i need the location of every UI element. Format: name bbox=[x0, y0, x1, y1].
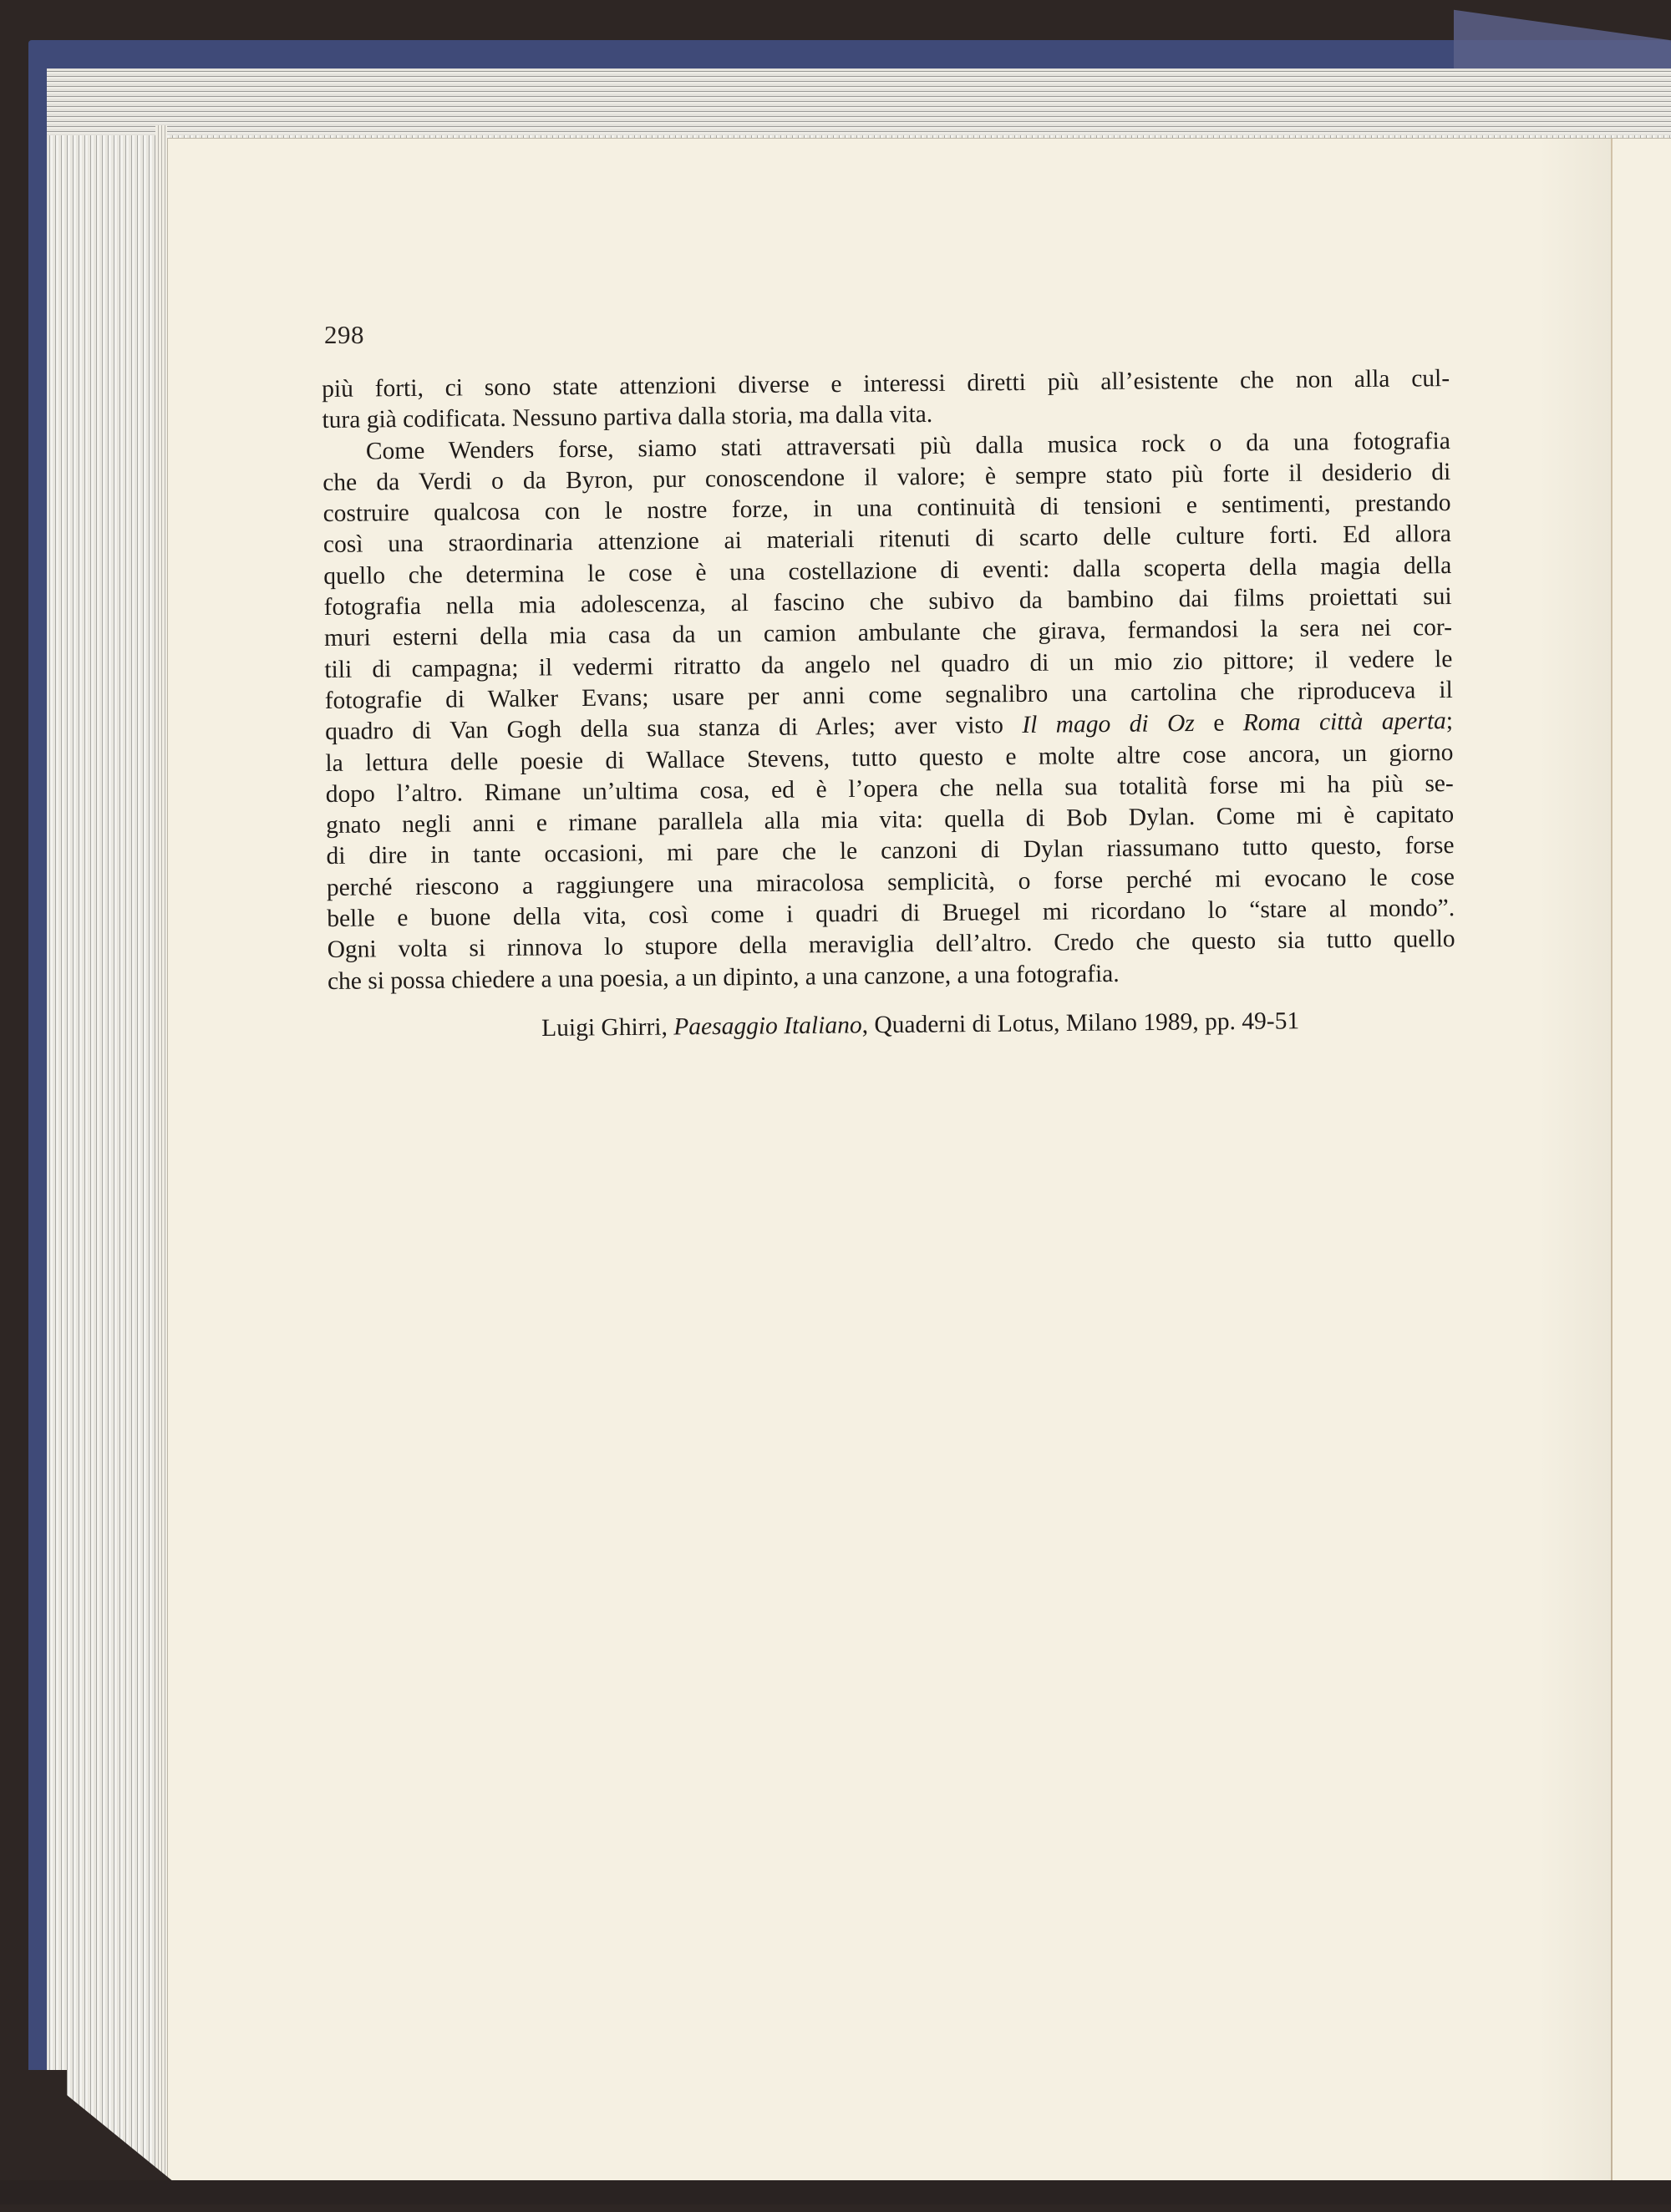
text-line: che da Verdi o da Byron, pur conoscendone il valore; è sempre stato più forte il desiderio di bbox=[323, 458, 1451, 496]
text-line: tili di campagna; il vedermi ritratto da angelo nel quadro di un mio zio pittore; il vedere le bbox=[324, 645, 1453, 683]
text-line: fotografia nella mia adolescenza, al fascino che subivo da bambino dai films proiettati sui bbox=[323, 583, 1452, 621]
text-line: tura già codificata. Nessuno partiva dalla storia, ma dalla vita. bbox=[322, 401, 933, 434]
citation-details: , Quaderni di Lotus, Milano 1989, pp. 49-51 bbox=[861, 1007, 1300, 1039]
text-line: dopo l’altro. Rimane un’ultima cosa, ed è l’opera che nella sua totalità forse mi ha più se- bbox=[325, 769, 1454, 808]
page-edges-top bbox=[47, 68, 1671, 135]
text-line: Ogni volta si rinnova lo stupore della meraviglia dell’altro. Credo che questo sia tutto quello bbox=[327, 926, 1455, 964]
text-line: di dire in tante occasioni, mi pare che le canzoni di Dylan riassumano tutto questo, forse bbox=[326, 832, 1455, 870]
text-line: fotografie di Walker Evans; usare per anni come segnalibro una cartolina che riproduceva il bbox=[324, 676, 1453, 714]
gutter-shadow bbox=[1538, 139, 1612, 2185]
text-line: quello che determina le cose è una costellazione di eventi: dalla scoperta della magia della bbox=[323, 551, 1452, 590]
text-line: muri esterni della mia casa da un camion ambulante che girava, fermandosi la sera nei cor- bbox=[323, 614, 1453, 652]
text-line: la lettura delle poesie di Wallace Stevens, tutto questo e molte altre cose ancora, un giorno bbox=[325, 738, 1454, 777]
page-edges-inner bbox=[155, 125, 167, 2184]
film-title-italic: Il mago di Oz bbox=[1022, 710, 1195, 739]
text-line: gnato negli anni e rimane parallela alla mia vita: quella di Bob Dylan. Come mi è capitato bbox=[326, 801, 1455, 840]
text-line: che si possa chiedere a una poesia, a un dipinto, a una canzone, a una fotografia. bbox=[327, 960, 1120, 995]
citation-title: Paesaggio Italiano bbox=[673, 1012, 862, 1041]
text-line: perché riescono a raggiungere una miracolosa semplicità, o forse perché mi evocano le cose bbox=[326, 863, 1455, 901]
text-run: ; bbox=[1445, 708, 1454, 735]
page-fold-line bbox=[1611, 139, 1613, 2185]
citation-author: Luigi Ghirri, bbox=[541, 1013, 674, 1042]
text-line: belle e buone della vita, così come i quadri di Bruegel mi ricordano lo “stare al mondo”. bbox=[327, 895, 1455, 933]
background-bottom bbox=[0, 2180, 1671, 2204]
text-run: quadro di Van Gogh della sua stanza di Arles; aver visto bbox=[324, 712, 1023, 746]
text-line: più forti, ci sono state attenzioni diverse e interessi diretti più all’esistente che non alla cul- bbox=[322, 365, 1450, 403]
text-line: così una straordinaria attenzione ai materiali ritenuti di scarto delle culture forti. Ed allora bbox=[323, 520, 1452, 559]
text-line: costruire qualcosa con le nostre forze, in una continuità di tensioni e sentimenti, prestando bbox=[323, 490, 1451, 528]
body-text bbox=[322, 363, 1455, 997]
text-run: e bbox=[1194, 709, 1243, 738]
film-title-italic: Roma città aperta bbox=[1242, 708, 1446, 737]
page-number: 298 bbox=[324, 320, 364, 349]
text-line: Come Wenders forse, siamo stati attraversati più dalla musica rock o da una fotografia bbox=[365, 427, 1450, 465]
